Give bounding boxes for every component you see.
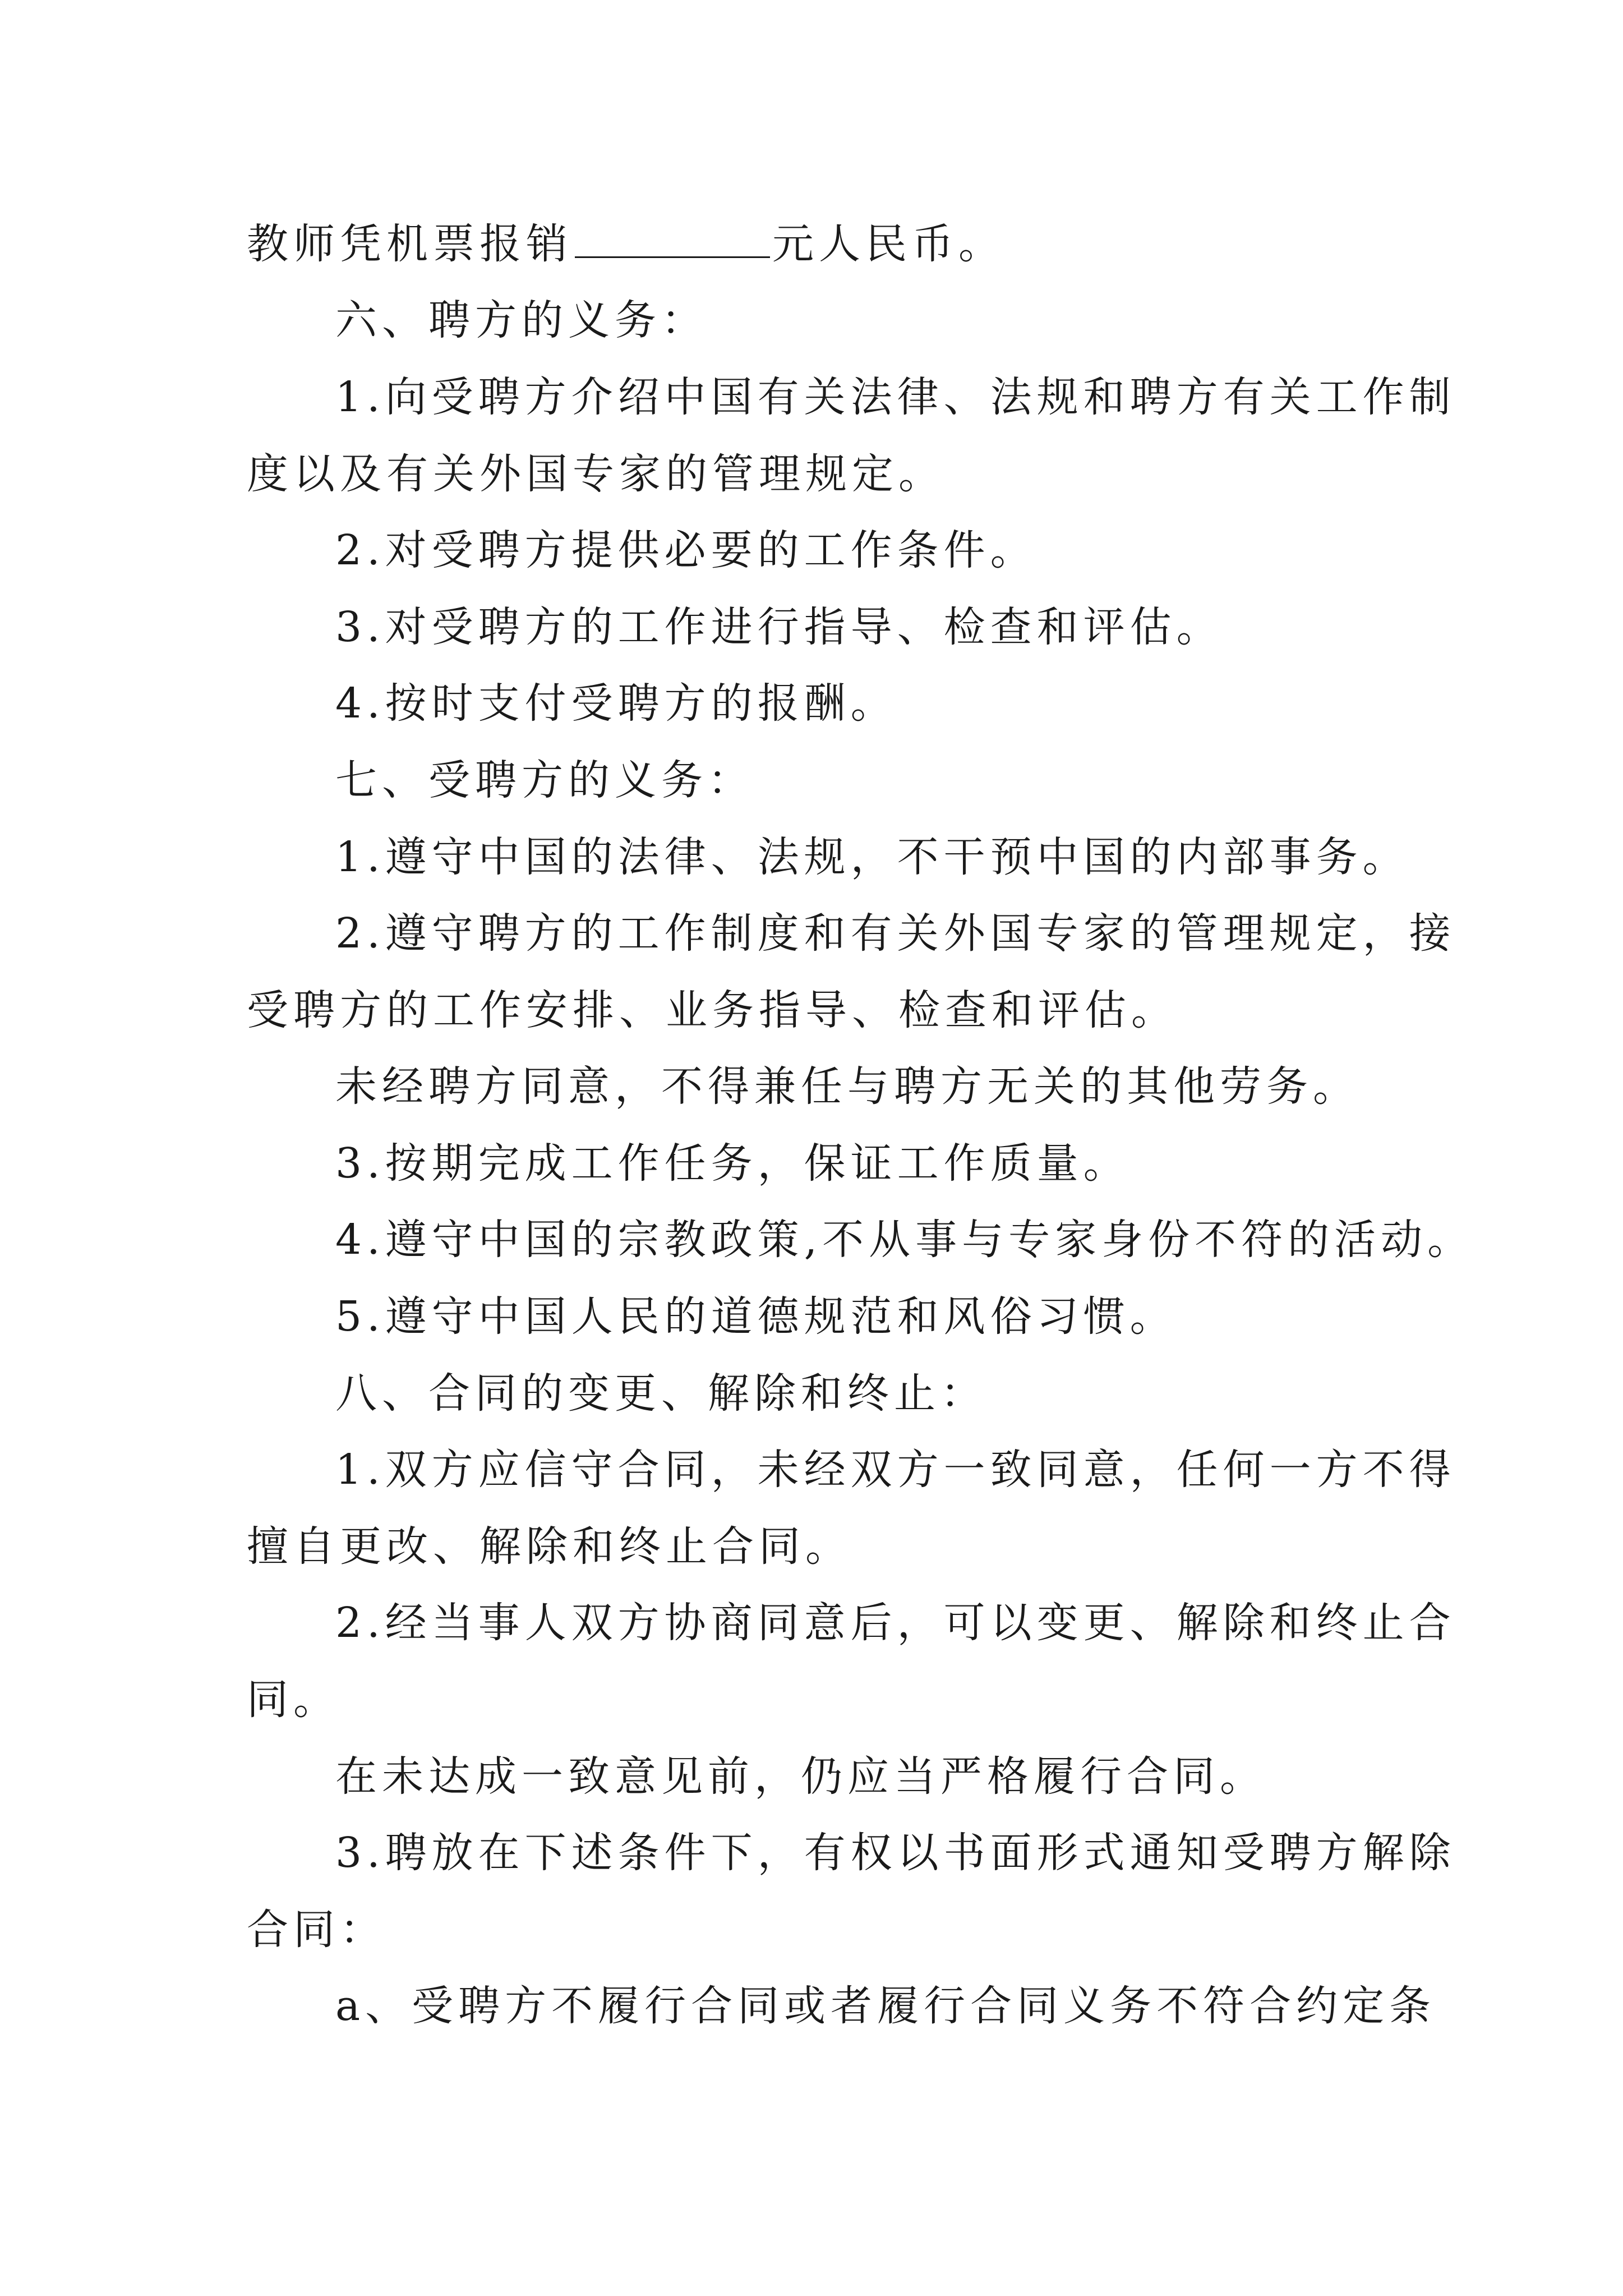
section-heading-contract-changes: 八、合同的变更、解除和终止： [335,1369,987,1418]
text-line-reimbursement [247,216,1005,272]
reimbursement-text-after: 元人民币。 [772,220,1005,268]
text-line: 3.对受聘方的工作进行指导、检查和评估。 [335,603,1223,651]
text-line: 2.对受聘方提供必要的工作条件。 [335,526,1037,574]
amount-blank-field [575,223,770,258]
text-line: 同。 [247,1676,340,1724]
text-line: 5.遵守中国人民的道德规范和风俗习惯。 [335,1292,1177,1341]
text-line: 度以及有关外国专家的管理规定。 [247,450,945,498]
text-line: 未经聘方同意，不得兼任与聘方无关的其他劳务。 [335,1062,1359,1111]
text-line: 擅自更改、解除和终止合同。 [247,1522,852,1571]
section-heading-employer-obligations: 六、聘方的义务： [335,296,708,344]
text-line: 4.遵守中国的宗教政策,不从事与专家身份不符的活动。 [335,1216,1474,1264]
text-line: 1.遵守中国的法律、法规，不干预中国的内部事务。 [335,833,1409,881]
text-line: 合同： [247,1906,386,1954]
text-line: 1.双方应信守合同，未经双方一致同意，任何一方不得 [335,1446,1456,1494]
text-line: 3.按期完成工作任务，保证工作质量。 [335,1139,1130,1188]
text-line: 4.按时支付受聘方的报酬。 [335,679,897,728]
text-line: 2.经当事人双方协商同意后，可以变更、解除和终止合 [335,1599,1456,1647]
text-line: 2.遵守聘方的工作制度和有关外国专家的管理规定，接 [335,909,1456,958]
text-line: 3.聘放在下述条件下，有权以书面形式通知受聘方解除 [335,1829,1456,1877]
text-line: 在未达成一致意见前，仍应当严格履行合同。 [335,1752,1266,1801]
text-line: 受聘方的工作安排、业务指导、检查和评估。 [247,986,1178,1034]
section-heading-employee-obligations: 七、受聘方的义务： [335,756,754,804]
reimbursement-text-before: 教师凭机票报销 [247,220,573,268]
text-line: a、受聘方不履行合同或者履行合同义务不符合约定条 [335,1982,1436,2030]
text-line: 1.向受聘方介绍中国有关法律、法规和聘方有关工作制 [335,373,1456,421]
